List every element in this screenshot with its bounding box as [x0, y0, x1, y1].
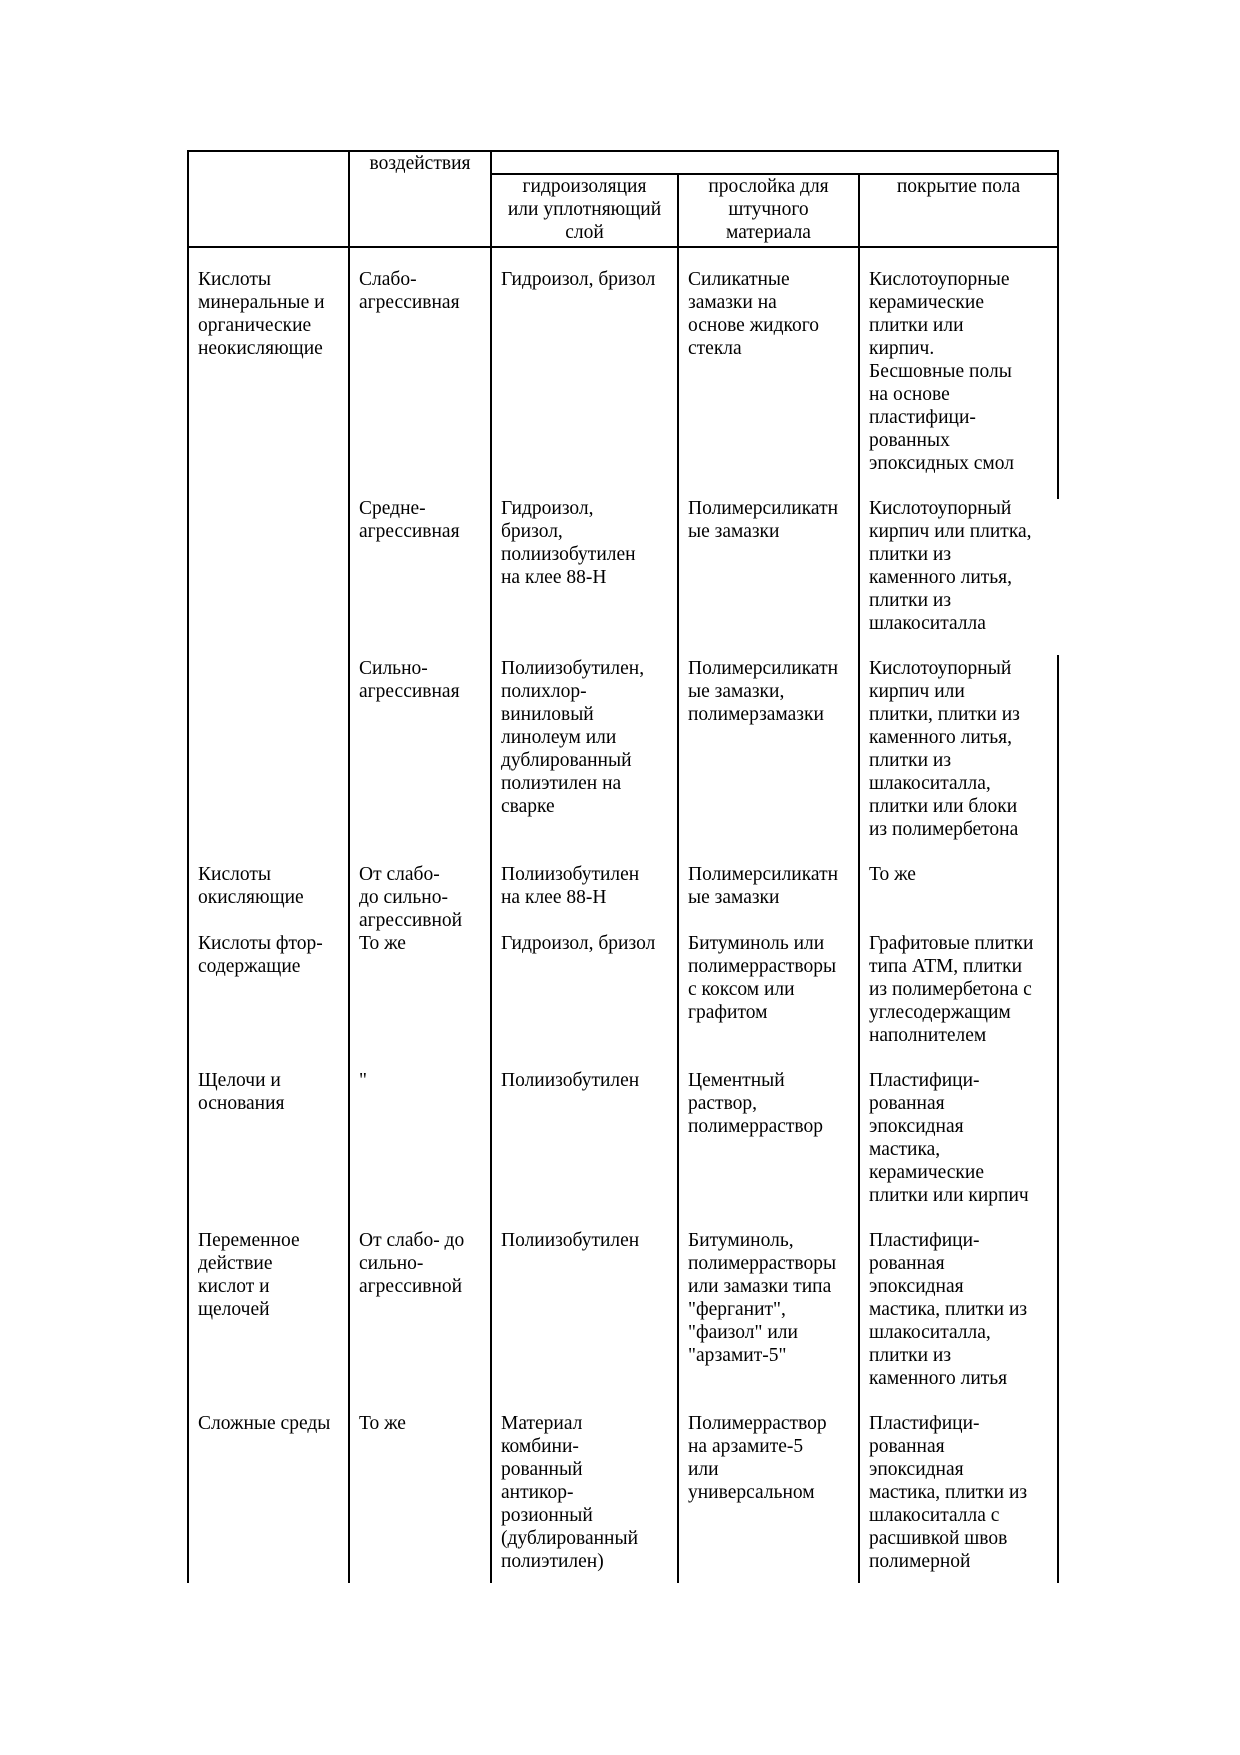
column-divider-1	[348, 150, 350, 1583]
row-7-medium: Переменное действие кислот и щелочей	[198, 1230, 300, 1320]
row-4-insulation: Полиизобутилен на клее 88-Н	[501, 864, 640, 908]
table-left-border	[187, 150, 189, 1583]
row-6-medium: Щелочи и основания	[198, 1070, 285, 1114]
table-right-border-upper	[1057, 150, 1059, 499]
row-5-degree: То же	[359, 933, 406, 954]
row-8-coating: Пластифици- рованная эпоксидная мастика, плитки из шлакоситалла с расшивкой швов полимерной	[869, 1413, 1028, 1572]
row-1-medium: Кислоты минеральные и органические неокисляющие	[198, 269, 325, 359]
header-insulation: гидроизоляция или уплотняющий слой	[507, 176, 662, 243]
row-8-interlayer: Полимерраствор на арзамите-5 или универсальном	[688, 1413, 827, 1503]
row-3-coating: Кислотоупорный кирпич или плитки, плитки из каменного литья, плитки из шлакоситалла, плитки или блоки из полимербетона	[869, 658, 1020, 840]
row-8-degree: То же	[359, 1413, 406, 1434]
header-coating: покрытие пола	[896, 176, 1021, 197]
row-2-insulation: Гидроизол, бризол, полиизобутилен на клее 88-Н	[501, 498, 636, 588]
row-4-medium: Кислоты окисляющие	[198, 864, 304, 908]
row-3-degree: Сильно- агрессивная	[359, 658, 460, 702]
row-5-coating: Графитовые плитки типа АТМ, плитки из полимербетона с углесодержащим наполнителем	[869, 933, 1034, 1046]
header-interlayer: прослойка для штучного материала	[708, 176, 829, 243]
row-3-interlayer: Полимерсиликатн ые замазки, полимерзамазки	[688, 658, 839, 725]
row-4-coating: То же	[869, 864, 916, 885]
row-1-interlayer: Силикатные замазки на основе жидкого стекла	[688, 269, 820, 359]
row-4-interlayer: Полимерсиликатн ые замазки	[688, 864, 839, 908]
row-1-coating: Кислотоупорные керамические плитки или кирпич. Бесшовные полы на основе пластифици- рованных эпоксидных смол	[869, 269, 1014, 474]
column-divider-4	[858, 173, 860, 1583]
row-8-insulation: Материал комбини- рованный антикор- розионный (дублированный полиэтилен)	[501, 1413, 639, 1572]
row-3-insulation: Полиизобутилен, полихлор- виниловый линолеум или дублированный полиэтилен на сварке	[501, 658, 645, 817]
header-bottom-border	[187, 246, 1059, 248]
header-impact: воздействия	[369, 153, 471, 174]
row-2-degree: Средне- агрессивная	[359, 498, 460, 542]
row-5-insulation: Гидроизол, бризол	[501, 933, 656, 954]
row-7-coating: Пластифици- рованная эпоксидная мастика, плитки из шлакоситалла, плитки из каменного литья	[869, 1230, 1028, 1389]
row-1-degree: Слабо- агрессивная	[359, 269, 460, 313]
materials-table	[187, 150, 1059, 1583]
row-8-medium: Сложные среды	[198, 1413, 331, 1434]
table-top-border	[187, 150, 1059, 152]
row-5-medium: Кислоты фтор- содержащие	[198, 933, 323, 977]
table-right-border-lower	[1057, 655, 1059, 1583]
row-5-interlayer: Битуминоль или полимеррастворы с коксом или графитом	[688, 933, 837, 1023]
row-2-interlayer: Полимерсиликатн ые замазки	[688, 498, 839, 542]
row-2-coating: Кислотоупорный кирпич или плитка, плитки из каменного литья, плитки из шлакоситалла	[869, 498, 1032, 634]
column-divider-3	[677, 173, 679, 1583]
row-4-degree: От слабо- до сильно- агрессивной	[359, 864, 463, 931]
row-7-degree: От слабо- до сильно- агрессивной	[359, 1230, 465, 1297]
row-6-interlayer: Цементный раствор, полимерраствор	[688, 1070, 823, 1137]
column-divider-2	[490, 150, 492, 1583]
row-1-insulation: Гидроизол, бризол	[501, 269, 656, 290]
row-6-insulation: Полиизобутилен	[501, 1070, 640, 1091]
row-7-interlayer: Битуминоль, полимеррастворы или замазки типа "ферганит", "фаизол" или "арзамит-5"	[688, 1230, 837, 1366]
row-7-insulation: Полиизобутилен	[501, 1230, 640, 1251]
row-6-coating: Пластифици- рованная эпоксидная мастика, керамические плитки или кирпич	[869, 1070, 1029, 1206]
row-6-degree: "	[359, 1070, 367, 1091]
